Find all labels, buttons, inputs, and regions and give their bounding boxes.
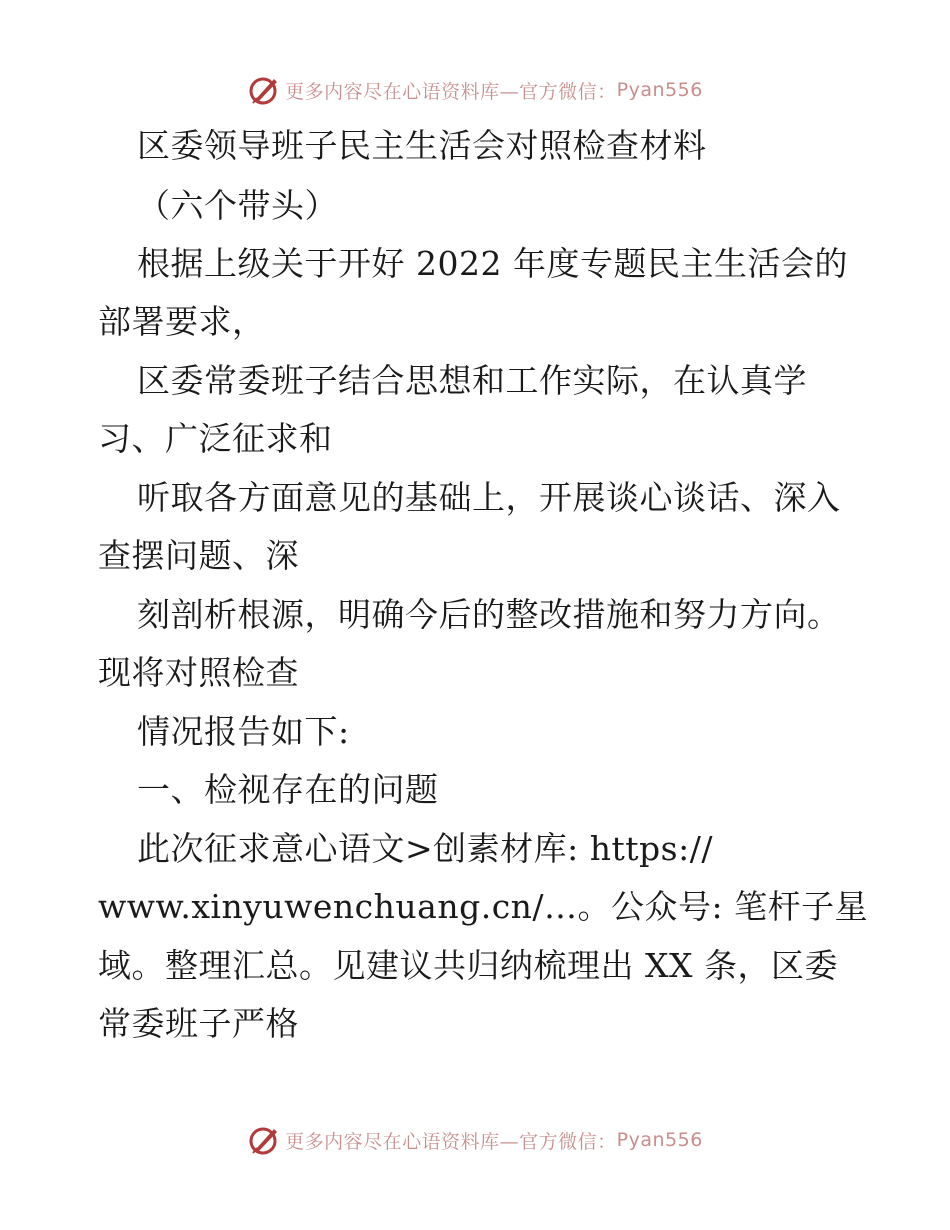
watermark-text: 更多内容尽在心语资料库—官方微信： (285, 80, 617, 103)
document-subtitle: （六个带头） (137, 186, 338, 225)
quill-logo-icon (247, 73, 281, 107)
watermark-footer (0, 1123, 950, 1157)
quill-logo-icon (247, 1123, 281, 1157)
document-title: 区委领导班子民主生活会对照检查材料 (137, 126, 707, 165)
paragraph-line: 域。整理汇总。见建议共归纳梳理出 XX 条，区委 (98, 946, 838, 985)
watermark-wechat-id: Pyan556 (616, 79, 703, 101)
paragraph-line: 现将对照检查 (98, 653, 299, 692)
paragraph-line: 部署要求， (98, 302, 266, 341)
watermark-header (0, 73, 950, 107)
paragraph-line: 习、广泛征求和 (98, 419, 333, 458)
watermark-wechat-id: Pyan556 (616, 1129, 703, 1151)
paragraph-line: 刻剖析根源，明确今后的整改措施和努力方向。 (137, 595, 841, 634)
paragraph-line: 根据上级关于开好 2022 年度专题民主生活会的 (137, 244, 848, 283)
paragraph-line: 常委班子严格 (98, 1004, 299, 1043)
section-heading: 一、检视存在的问题 (137, 770, 439, 809)
watermark-text: 更多内容尽在心语资料库—官方微信： (285, 1130, 617, 1153)
paragraph-line: 查摆问题、深 (98, 536, 299, 575)
paragraph-line: 此次征求意心语文>创素材库: https:// (137, 829, 713, 868)
paragraph-line: 听取各方面意见的基础上，开展谈心谈话、深入 (137, 478, 841, 517)
paragraph-line: 情况报告如下: (137, 712, 350, 751)
paragraph-line: 区委常委班子结合思想和工作实际，在认真学 (137, 361, 807, 400)
paragraph-line: www.xinyuwenchuang.cn/…。公众号: 笔杆子星 (98, 887, 869, 926)
